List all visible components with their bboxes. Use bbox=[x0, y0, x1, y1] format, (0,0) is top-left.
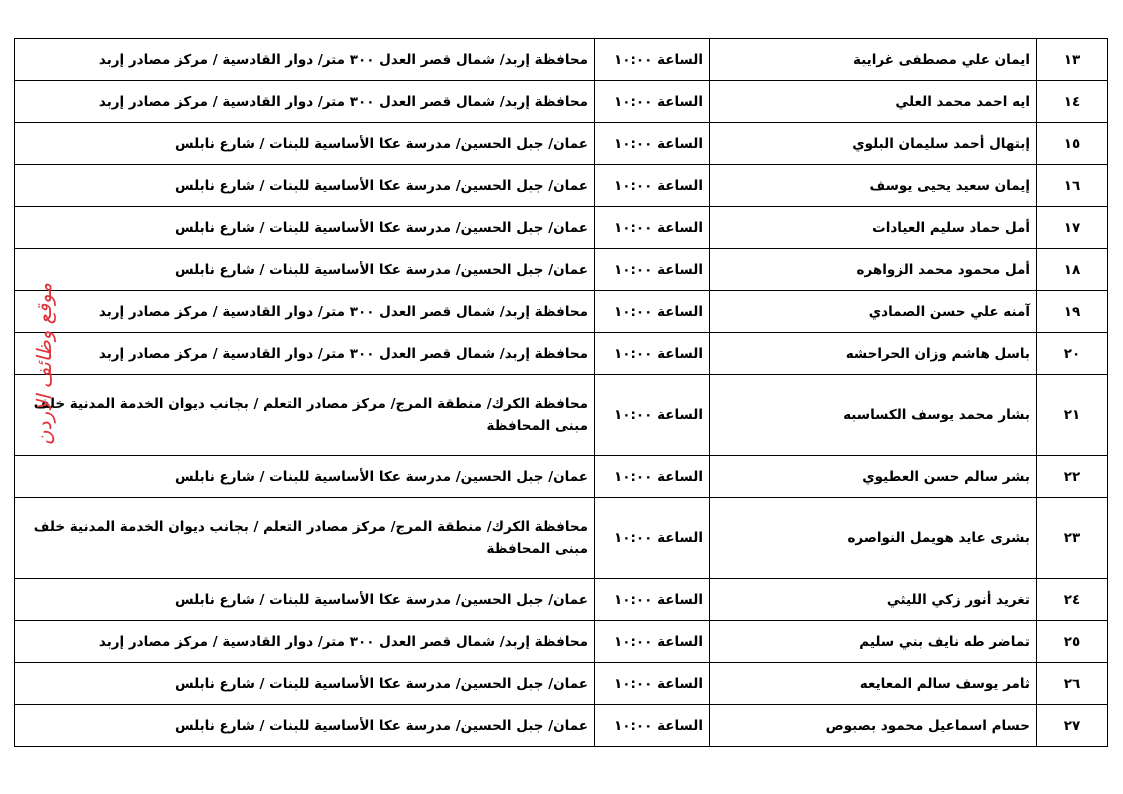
exam-time: الساعة ١٠:٠٠ bbox=[595, 165, 710, 207]
exam-location: عمان/ جبل الحسين/ مدرسة عكا الأساسية للبنات / شارع نابلس bbox=[15, 249, 595, 291]
table-row bbox=[15, 249, 1108, 291]
table-row bbox=[15, 123, 1108, 165]
row-number: ١٩ bbox=[1037, 291, 1108, 333]
exam-location: عمان/ جبل الحسين/ مدرسة عكا الأساسية للبنات / شارع نابلس bbox=[15, 456, 595, 498]
candidate-name: إبتهال أحمد سليمان البلوي bbox=[710, 123, 1037, 165]
row-number: ٢٠ bbox=[1037, 333, 1108, 375]
table-row bbox=[15, 705, 1108, 747]
exam-time: الساعة ١٠:٠٠ bbox=[595, 333, 710, 375]
exam-time: الساعة ١٠:٠٠ bbox=[595, 663, 710, 705]
row-number: ٢٥ bbox=[1037, 621, 1108, 663]
table-row bbox=[15, 579, 1108, 621]
exam-location: عمان/ جبل الحسين/ مدرسة عكا الأساسية للبنات / شارع نابلس bbox=[15, 165, 595, 207]
candidate-name: باسل هاشم وزان الحراحشه bbox=[710, 333, 1037, 375]
exam-time: الساعة ١٠:٠٠ bbox=[595, 123, 710, 165]
candidates-table-container bbox=[14, 38, 1108, 747]
candidate-name: بشرى عايد هويمل النواصره bbox=[710, 498, 1037, 579]
candidate-name: أمل حماد سليم العيادات bbox=[710, 207, 1037, 249]
table-row bbox=[15, 291, 1108, 333]
table-row bbox=[15, 207, 1108, 249]
row-number: ٢٢ bbox=[1037, 456, 1108, 498]
exam-location: محافظة إربد/ شمال قصر العدل ٣٠٠ متر/ دوار القادسية / مركز مصادر إربد bbox=[15, 621, 595, 663]
table-row bbox=[15, 498, 1108, 579]
row-number: ٢٣ bbox=[1037, 498, 1108, 579]
row-number: ٢٦ bbox=[1037, 663, 1108, 705]
exam-location: محافظة إربد/ شمال قصر العدل ٣٠٠ متر/ دوار القادسية / مركز مصادر إربد bbox=[15, 291, 595, 333]
table-body bbox=[15, 39, 1108, 747]
candidate-name: أمل محمود محمد الزواهره bbox=[710, 249, 1037, 291]
exam-location: عمان/ جبل الحسين/ مدرسة عكا الأساسية للبنات / شارع نابلس bbox=[15, 579, 595, 621]
candidate-name: ايه احمد محمد العلي bbox=[710, 81, 1037, 123]
table-row bbox=[15, 81, 1108, 123]
candidate-name: حسام اسماعيل محمود بصبوص bbox=[710, 705, 1037, 747]
table-row bbox=[15, 621, 1108, 663]
exam-time: الساعة ١٠:٠٠ bbox=[595, 498, 710, 579]
candidate-name: آمنه علي حسن الصمادي bbox=[710, 291, 1037, 333]
exam-location: عمان/ جبل الحسين/ مدرسة عكا الأساسية للبنات / شارع نابلس bbox=[15, 207, 595, 249]
exam-time: الساعة ١٠:٠٠ bbox=[595, 291, 710, 333]
candidate-name: تماضر طه نايف بني سليم bbox=[710, 621, 1037, 663]
table-row bbox=[15, 663, 1108, 705]
candidate-name: بشار محمد يوسف الكساسبه bbox=[710, 375, 1037, 456]
table-row bbox=[15, 39, 1108, 81]
row-number: ١٥ bbox=[1037, 123, 1108, 165]
exam-location: عمان/ جبل الحسين/ مدرسة عكا الأساسية للبنات / شارع نابلس bbox=[15, 663, 595, 705]
exam-time: الساعة ١٠:٠٠ bbox=[595, 375, 710, 456]
exam-time: الساعة ١٠:٠٠ bbox=[595, 249, 710, 291]
exam-time: الساعة ١٠:٠٠ bbox=[595, 39, 710, 81]
watermark-text: موقع وظائف الاردن bbox=[32, 282, 56, 446]
table-row bbox=[15, 456, 1108, 498]
exam-time: الساعة ١٠:٠٠ bbox=[595, 207, 710, 249]
exam-location: محافظة الكرك/ منطقة المرج/ مركز مصادر التعلم / بجانب ديوان الخدمة المدنية خلف مبنى المحافظة bbox=[15, 498, 595, 579]
candidate-name: ايمان علي مصطفى غرايبة bbox=[710, 39, 1037, 81]
exam-location: محافظة إربد/ شمال قصر العدل ٣٠٠ متر/ دوار القادسية / مركز مصادر إربد bbox=[15, 81, 595, 123]
candidate-name: ثامر يوسف سالم المعايعه bbox=[710, 663, 1037, 705]
table-row bbox=[15, 375, 1108, 456]
exam-location: عمان/ جبل الحسين/ مدرسة عكا الأساسية للبنات / شارع نابلس bbox=[15, 123, 595, 165]
candidate-name: إيمان سعيد يحيى يوسف bbox=[710, 165, 1037, 207]
row-number: ١٦ bbox=[1037, 165, 1108, 207]
row-number: ١٣ bbox=[1037, 39, 1108, 81]
row-number: ٢١ bbox=[1037, 375, 1108, 456]
exam-location: محافظة إربد/ شمال قصر العدل ٣٠٠ متر/ دوار القادسية / مركز مصادر إربد bbox=[15, 39, 595, 81]
row-number: ١٧ bbox=[1037, 207, 1108, 249]
exam-time: الساعة ١٠:٠٠ bbox=[595, 81, 710, 123]
exam-location: محافظة الكرك/ منطقة المرج/ مركز مصادر التعلم / بجانب ديوان الخدمة المدنية خلف مبنى المحافظة bbox=[15, 375, 595, 456]
row-number: ١٨ bbox=[1037, 249, 1108, 291]
exam-location: محافظة إربد/ شمال قصر العدل ٣٠٠ متر/ دوار القادسية / مركز مصادر إربد bbox=[15, 333, 595, 375]
exam-time: الساعة ١٠:٠٠ bbox=[595, 579, 710, 621]
candidate-name: تغريد أنور زكي الليثي bbox=[710, 579, 1037, 621]
table-row bbox=[15, 165, 1108, 207]
exam-time: الساعة ١٠:٠٠ bbox=[595, 456, 710, 498]
candidate-name: بشر سالم حسن العطيوي bbox=[710, 456, 1037, 498]
table-row bbox=[15, 333, 1108, 375]
exam-location: عمان/ جبل الحسين/ مدرسة عكا الأساسية للبنات / شارع نابلس bbox=[15, 705, 595, 747]
exam-time: الساعة ١٠:٠٠ bbox=[595, 621, 710, 663]
exam-time: الساعة ١٠:٠٠ bbox=[595, 705, 710, 747]
row-number: ٢٤ bbox=[1037, 579, 1108, 621]
row-number: ٢٧ bbox=[1037, 705, 1108, 747]
candidates-table bbox=[14, 38, 1108, 747]
row-number: ١٤ bbox=[1037, 81, 1108, 123]
